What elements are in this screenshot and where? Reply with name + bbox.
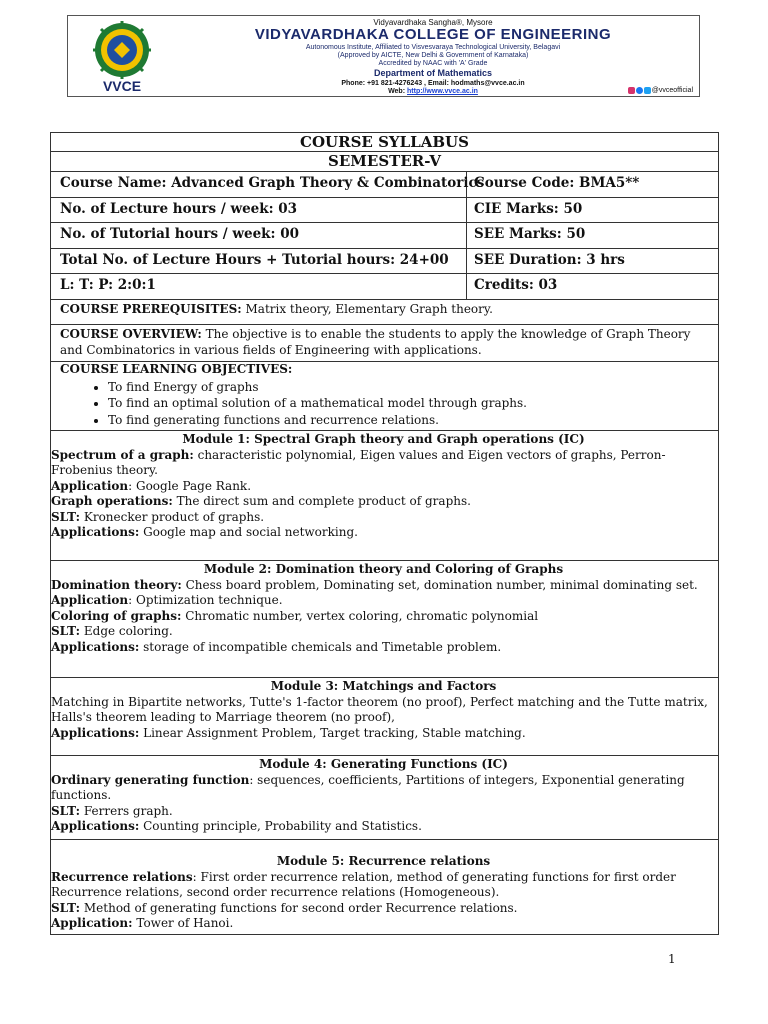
info-row xyxy=(51,249,718,274)
website-link[interactable]: http://www.vvce.ac.in xyxy=(407,88,478,95)
topic-text: Linear Assignment Problem, Target tracking, Stable matching. xyxy=(139,725,526,740)
module-5 xyxy=(51,840,718,934)
web-label: Web: xyxy=(388,88,407,95)
topic-label: SLT: xyxy=(51,803,81,818)
naac-line: Accredited by NAAC with 'A' Grade xyxy=(378,60,488,67)
module-line xyxy=(51,916,716,932)
topic-label: Spectrum of a graph: xyxy=(51,447,194,462)
objective-item: • To find Energy of graphs xyxy=(108,379,712,396)
module-2 xyxy=(51,561,718,678)
objectives-label: COURSE LEARNING OBJECTIVES: xyxy=(60,362,293,376)
college-letterhead xyxy=(67,15,700,97)
module-title: Module 4: Generating Functions (IC) xyxy=(259,757,508,771)
topic-label: Application xyxy=(51,478,129,493)
social-handle: @vvceofficial xyxy=(651,87,693,94)
module-1 xyxy=(51,431,718,561)
topic-text: : sequences, coefficients, Partitions of integers, Exponential generating functions. xyxy=(51,772,685,802)
info-row xyxy=(51,198,718,223)
objectives-list xyxy=(60,379,712,429)
overview-section xyxy=(51,325,718,362)
objective-item: • To find an optimal solution of a mathematical model through graphs. xyxy=(108,395,712,412)
topic-text: characteristic polynomial, Eigen values and Eigen vectors of graphs, Perron-Frobenius theory. xyxy=(51,447,666,477)
sangha-line: Vidyavardhaka Sangha®, Mysore xyxy=(373,18,493,27)
topic-text: : Optimization technique. xyxy=(128,593,283,607)
topic-text: : First order recurrence relation, method of generating functions for first order Recurrence relations, second order recurrence relations (Homogeneous). xyxy=(51,869,676,899)
see-marks: SEE Marks: 50 xyxy=(474,226,586,242)
topic-text: : Google Page Rank. xyxy=(128,478,252,493)
topic-text: Ferrers graph. xyxy=(80,803,173,818)
topic-label: SLT: xyxy=(51,900,81,915)
topic-text: Chromatic number, vertex coloring, chromatic polynomial xyxy=(181,608,539,623)
facebook-icon[interactable] xyxy=(636,87,643,94)
topic-text: Counting principle, Probability and Statistics. xyxy=(139,819,422,833)
tutorial-hours: No. of Tutorial hours / week: 00 xyxy=(51,223,467,248)
module-line xyxy=(51,624,716,640)
topic-label: Coloring of graphs: xyxy=(51,608,182,623)
topic-text: Chess board problem, Dominating set, domination number, minimal dominating set. xyxy=(181,577,698,592)
course-name: Course Name: Advanced Graph Theory & Combinatorics xyxy=(51,172,467,197)
module-title: Module 1: Spectral Graph theory and Graph operations (IC) xyxy=(182,432,585,446)
module-line xyxy=(51,448,716,479)
overview-label: COURSE OVERVIEW: xyxy=(60,327,202,341)
module-title: Module 2: Domination theory and Coloring of Graphs xyxy=(203,562,564,576)
topic-text: Kronecker product of graphs. xyxy=(80,509,265,524)
topic-text: Tower of Hanoi. xyxy=(132,916,234,930)
lecture-hours: No. of Lecture hours / week: 03 xyxy=(51,198,467,222)
module-line xyxy=(51,609,716,625)
page-number: 1 xyxy=(668,952,676,966)
course-code: Course Code: BMA5** xyxy=(474,175,640,191)
aicte-line: (Approved by AICTE, New Delhi & Government of Karnataka) xyxy=(337,52,529,59)
module-line xyxy=(51,726,716,742)
topic-label: Recurrence relations xyxy=(51,869,193,884)
topic-label: Applications: xyxy=(51,819,140,833)
credits: Credits: 03 xyxy=(474,277,558,293)
topic-text: Method of generating functions for second order Recurrence relations. xyxy=(80,900,518,915)
module-3 xyxy=(51,678,718,756)
twitter-icon[interactable] xyxy=(644,87,651,94)
topic-label: SLT: xyxy=(51,624,81,638)
semester-title: SEMESTER-V xyxy=(51,152,718,172)
module-line xyxy=(51,819,716,835)
topic-label: Graph operations: xyxy=(51,494,173,508)
topic-label: SLT: xyxy=(51,509,81,524)
module-line xyxy=(51,479,716,495)
total-hours: Total No. of Lecture Hours + Tutorial hours: 24+00 xyxy=(51,249,467,273)
topic-text: storage of incompatible chemicals and Timetable problem. xyxy=(139,639,502,654)
module-line xyxy=(51,640,716,656)
module-line xyxy=(51,773,716,804)
topic-label: Application xyxy=(51,593,129,607)
ltp: L: T: P: 2:0:1 xyxy=(51,274,467,299)
college-name: VIDYAVARDHAKA COLLEGE OF ENGINEERING xyxy=(254,26,612,43)
module-line xyxy=(51,593,716,609)
topic-label: Application: xyxy=(51,916,133,930)
topic-label: Applications: xyxy=(51,725,140,740)
syllabus-table xyxy=(50,132,719,935)
instagram-icon[interactable] xyxy=(628,87,635,94)
info-row xyxy=(51,172,718,198)
module-title: Module 3: Matchings and Factors xyxy=(270,679,497,693)
module-4 xyxy=(51,756,718,840)
module-line xyxy=(51,510,716,526)
module-line xyxy=(51,525,716,541)
social-links xyxy=(628,87,693,94)
module-line xyxy=(51,901,716,917)
autonomous-line: Autonomous Institute, Affiliated to Visvesvaraya Technological University, Belagavi xyxy=(305,44,561,51)
info-row xyxy=(51,274,718,300)
cie-marks: CIE Marks: 50 xyxy=(474,201,583,217)
module-line xyxy=(51,494,716,510)
objective-item: • To find generating functions and recurrence relations. xyxy=(108,412,712,429)
topic-text: Edge coloring. xyxy=(80,624,173,638)
syllabus-title: COURSE SYLLABUS xyxy=(51,133,718,152)
prerequisites-label: COURSE PREREQUISITES: xyxy=(60,302,242,316)
module-line xyxy=(51,804,716,820)
topic-text: Matching in Bipartite networks, Tutte's 1-factor theorem (no proof), Perfect matching and the Tutte matrix, Halls's theorem leading to Marriage theorem (no proof), xyxy=(51,694,708,724)
logo-wordmark: VVCE xyxy=(102,78,142,94)
module-title: Module 5: Recurrence relations xyxy=(276,854,491,868)
module-line xyxy=(51,870,716,901)
module-line xyxy=(51,695,716,726)
department-name: Department of Mathematics xyxy=(373,68,493,78)
overview-text: The objective is to enable the students to apply the knowledge of Graph Theory and Combinatorics in various fields of Engineering with applications. xyxy=(60,327,691,357)
info-row xyxy=(51,223,718,249)
topic-label: Domination theory: xyxy=(51,577,182,592)
objectives-section xyxy=(51,362,718,431)
prerequisites-text: Matrix theory, Elementary Graph theory. xyxy=(241,302,493,316)
topic-label: Applications: xyxy=(51,639,140,654)
web-line xyxy=(173,88,693,95)
topic-label: Applications: xyxy=(51,525,140,539)
module-line xyxy=(51,578,716,594)
college-logo xyxy=(74,20,170,94)
topic-text: The direct sum and complete product of graphs. xyxy=(172,494,471,508)
topic-label: Ordinary generating function xyxy=(51,772,250,787)
topic-text: Google map and social networking. xyxy=(139,525,358,539)
see-duration: SEE Duration: 3 hrs xyxy=(474,252,625,268)
prerequisites-section xyxy=(51,300,718,325)
contact-line: Phone: +91 821-4276243 , Email: hodmaths@vvce.ac.in xyxy=(341,80,525,87)
